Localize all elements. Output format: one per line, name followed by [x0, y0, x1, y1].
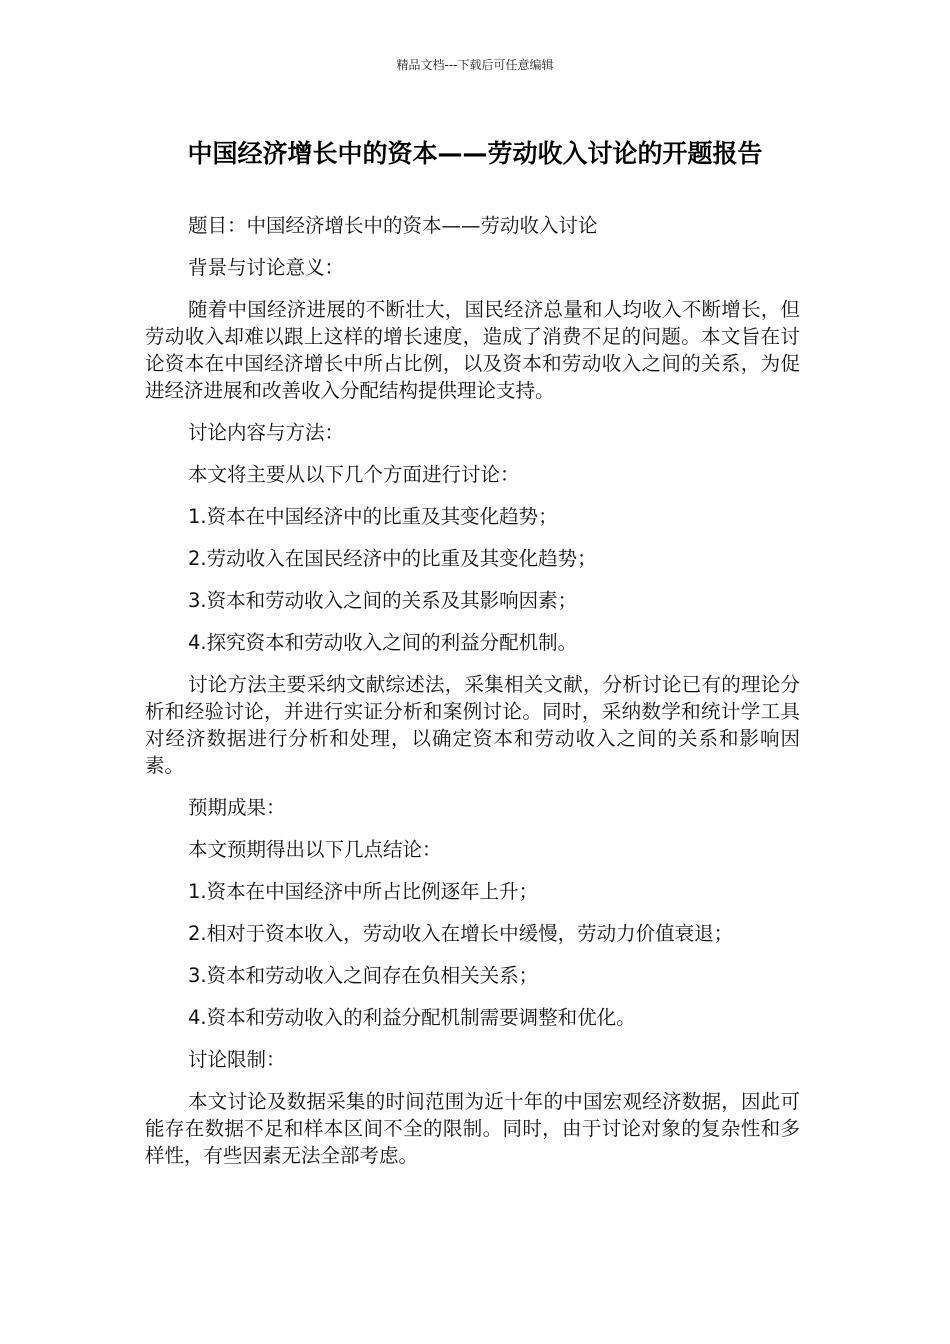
section-heading-limitations: 讨论限制：: [188, 1048, 286, 1071]
document-body: [145, 212, 800, 1184]
page-header-note: 精品文档---下载后可任意编辑: [396, 58, 554, 72]
content-item-2: 2.劳动收入在国民经济中的比重及其变化趋势；: [188, 547, 597, 570]
result-item-1: 1.资本在中国经济中所占比例逐年上升；: [188, 880, 539, 903]
content-intro: 本文将主要从以下几个方面进行讨论：: [188, 463, 520, 486]
content-item-4: 4.探究资本和劳动收入之间的利益分配机制。: [188, 631, 578, 654]
document-title: 中国经济增长中的资本——劳动收入讨论的开题报告: [187, 139, 763, 168]
limitations-paragraph: 本文讨论及数据采集的时间范围为近十年的中国宏观经济数据，因此可能存在数据不足和样本区间不全的限制。同时，由于讨论对象的复杂性和多样性，有些因素无法全部考虑。: [145, 1090, 800, 1167]
result-item-3: 3.资本和劳动收入之间存在负相关关系；: [188, 964, 539, 987]
section-heading-background: 背景与讨论意义：: [188, 256, 345, 279]
content-item-1: 1.资本在中国经济中的比重及其变化趋势；: [188, 505, 558, 528]
section-heading-content-methods: 讨论内容与方法：: [188, 421, 345, 444]
section-heading-expected-results: 预期成果：: [188, 796, 286, 819]
background-paragraph: 随着中国经济进展的不断壮大，国民经济总量和人均收入不断增长，但劳动收入却难以跟上这样的增长速度，造成了消费不足的问题。本文旨在讨论资本在中国经济增长中所占比例，以及资本和劳动收入之间的关系，为促进经济进展和改善收入分配结构提供理论支持。: [145, 298, 800, 402]
methods-paragraph: 讨论方法主要采纳文献综述法，采集相关文献，分析讨论已有的理论分析和经验讨论，并进行实证分析和案例讨论。同时，采纳数学和统计学工具对经济数据进行分析和处理，以确定资本和劳动收入之间的关系和影响因素。: [145, 673, 800, 777]
result-item-4: 4.资本和劳动收入的利益分配机制需要调整和优化。: [188, 1006, 636, 1029]
topic-line: 题目：中国经济增长中的资本——劳动收入讨论: [188, 214, 598, 237]
results-intro: 本文预期得出以下几点结论：: [188, 838, 442, 861]
result-item-2: 2.相对于资本收入，劳动收入在增长中缓慢，劳动力价值衰退；: [188, 922, 734, 945]
content-item-3: 3.资本和劳动收入之间的关系及其影响因素；: [188, 589, 578, 612]
